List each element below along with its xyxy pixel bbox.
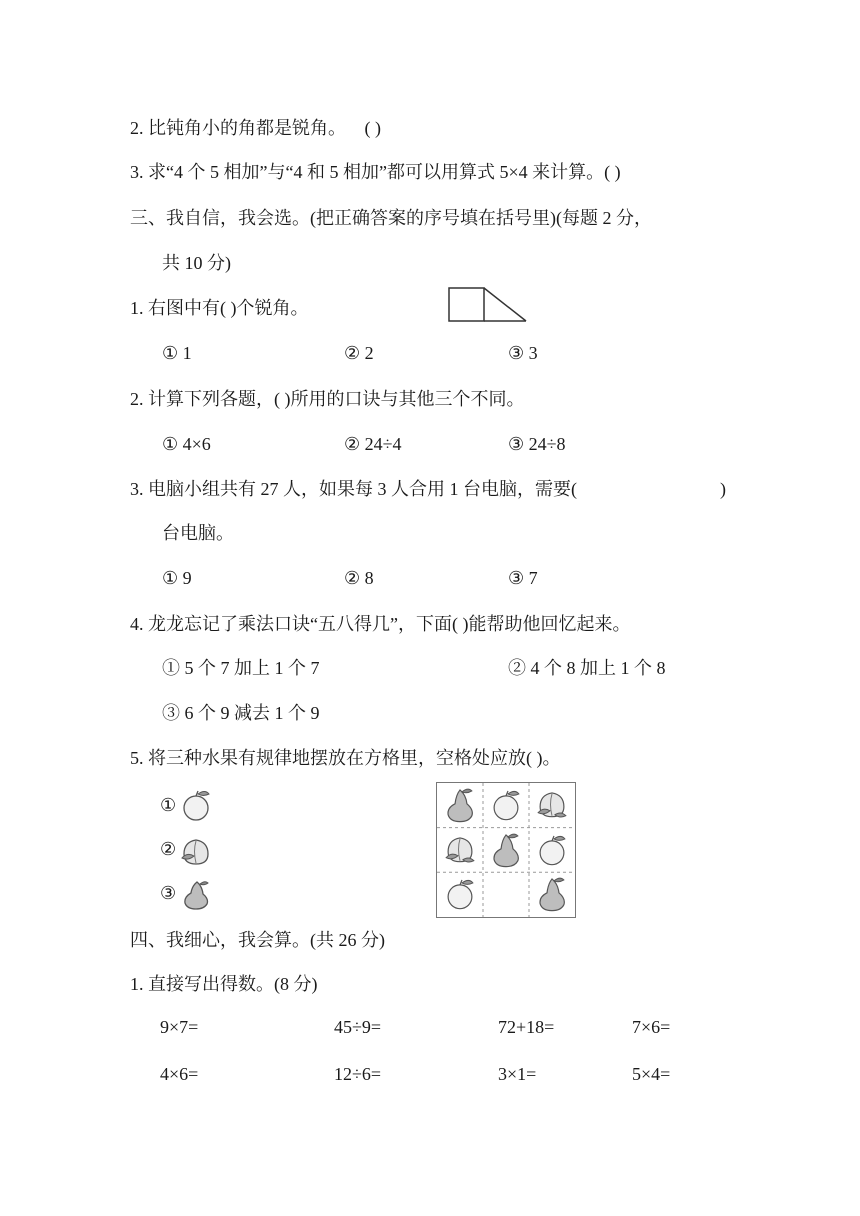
q2-option-1[interactable]: ① 4×6	[162, 434, 211, 454]
pear-icon	[437, 783, 483, 828]
calc-item[interactable]: 3×1=	[498, 1064, 537, 1084]
pear-icon	[529, 872, 575, 917]
choice-question-5: 5. 将三种水果有规律地摆放在方格里，空格处应放( )。	[130, 748, 561, 768]
q3-option-3[interactable]: ③ 7	[508, 568, 538, 588]
question-text: 2. 比钝角小的角都是锐角。	[130, 118, 346, 138]
option-mark: ③	[160, 882, 177, 903]
calc-item[interactable]: 45÷9=	[334, 1017, 382, 1037]
section-3-title-cont: 共 10 分)	[162, 253, 231, 273]
option-mark: ①	[160, 794, 177, 815]
q5-option-3[interactable]	[160, 876, 216, 910]
calc-item[interactable]: 12÷6=	[334, 1064, 382, 1084]
answer-blank-close[interactable]: )	[720, 479, 726, 499]
calc-item[interactable]: 72+18=	[498, 1017, 555, 1037]
peach-icon	[176, 832, 216, 866]
answer-blank[interactable]: ( )	[364, 118, 381, 138]
q4-option-1[interactable]: ① 5 个 7 加上 1 个 7	[162, 658, 320, 678]
choice-question-3-cont: 台电脑。	[162, 523, 234, 543]
q1-option-1[interactable]: ① 1	[162, 343, 192, 363]
choice-question-1: 1. 右图中有( )个锐角。	[130, 298, 309, 318]
apple-icon	[529, 828, 575, 873]
q2-option-2[interactable]: ② 24÷4	[344, 434, 402, 454]
calc-item[interactable]: 9×7=	[160, 1017, 199, 1037]
q4-option-2[interactable]: ② 4 个 8 加上 1 个 8	[508, 658, 666, 678]
choice-question-2: 2. 计算下列各题，( )所用的口诀与其他三个不同。	[130, 389, 525, 409]
q5-option-2[interactable]	[160, 832, 216, 866]
angle-figure	[446, 286, 530, 324]
section-3-title: 三、我自信，我会选。(把正确答案的序号填在括号里)(每题 2 分，	[130, 208, 652, 228]
q3-option-2[interactable]: ② 8	[344, 568, 374, 588]
q1-option-3[interactable]: ③ 3	[508, 343, 538, 363]
option-mark: ②	[160, 838, 177, 859]
choice-question-3: 3. 电脑小组共有 27 人，如果每 3 人合用 1 台电脑，需要(	[130, 479, 577, 499]
pear-icon	[176, 876, 216, 910]
judge-question-2	[130, 116, 381, 140]
calc-item[interactable]: 4×6=	[160, 1064, 199, 1084]
calc-item[interactable]: 7×6=	[632, 1017, 671, 1037]
pear-icon	[483, 828, 529, 873]
q2-option-3[interactable]: ③ 24÷8	[508, 434, 566, 454]
apple-icon	[176, 788, 216, 822]
calc-item[interactable]: 5×4=	[632, 1064, 671, 1084]
peach-icon	[437, 828, 483, 873]
question-text: 3. 求“4 个 5 相加”与“4 和 5 相加”都可以用算式 5×4 来计算。	[130, 162, 605, 182]
apple-icon	[437, 872, 483, 917]
judge-question-3	[130, 160, 621, 184]
calc-question-1: 1. 直接写出得数。(8 分)	[130, 974, 318, 994]
empty-cell[interactable]	[483, 872, 529, 917]
q4-option-3[interactable]: ③ 6 个 9 减去 1 个 9	[162, 703, 320, 723]
answer-blank[interactable]: ( )	[604, 162, 621, 182]
q1-option-2[interactable]: ② 2	[344, 343, 374, 363]
q3-option-1[interactable]: ① 9	[162, 568, 192, 588]
fruit-grid	[436, 782, 576, 918]
q5-option-1[interactable]	[160, 788, 216, 822]
choice-question-4: 4. 龙龙忘记了乘法口诀“五八得几”，下面( )能帮助他回忆起来。	[130, 614, 631, 634]
section-4-title: 四、我细心，我会算。(共 26 分)	[130, 930, 385, 950]
apple-icon	[483, 783, 529, 828]
peach-icon	[529, 783, 575, 828]
